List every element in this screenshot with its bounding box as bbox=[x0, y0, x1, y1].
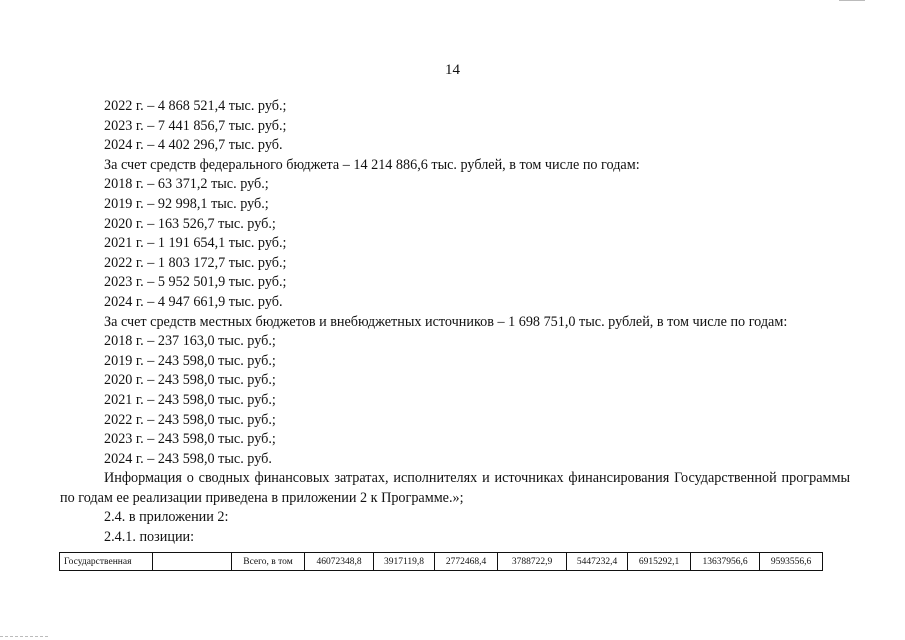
text-line: 2018 г. – 237 163,0 тыс. руб.; bbox=[104, 333, 276, 350]
text-line: 2021 г. – 1 191 654,1 тыс. руб.; bbox=[104, 235, 287, 252]
table-cell: 6915292,1 bbox=[628, 553, 691, 571]
text-line: 2018 г. – 63 371,2 тыс. руб.; bbox=[104, 176, 269, 193]
text-line: 2019 г. – 243 598,0 тыс. руб.; bbox=[104, 352, 276, 369]
text-line: За счет средств федерального бюджета – 14 214 886,6 тыс. рублей, в том числе по годам: bbox=[104, 156, 640, 173]
table-row bbox=[60, 553, 823, 571]
table-cell: Всего, в том bbox=[232, 553, 305, 571]
text-line: За счет средств местных бюджетов и внебюджетных источников – 1 698 751,0 тыс. рублей, в том числе по годам: bbox=[104, 313, 788, 330]
text-line: 2024 г. – 4 947 661,9 тыс. руб. bbox=[104, 293, 283, 310]
text-line: 2.4. в приложении 2: bbox=[104, 509, 229, 526]
table-cell: 13637956,6 bbox=[691, 553, 760, 571]
text-line: 2021 г. – 243 598,0 тыс. руб.; bbox=[104, 391, 276, 408]
table-cell bbox=[153, 553, 232, 571]
text-line: 2.4.1. позиции: bbox=[104, 529, 195, 546]
document-body bbox=[60, 97, 850, 548]
page-number: 14 bbox=[445, 62, 460, 78]
table-cell: 3917119,8 bbox=[374, 553, 435, 571]
finance-table bbox=[59, 552, 823, 571]
text-line: 2022 г. – 243 598,0 тыс. руб.; bbox=[104, 411, 276, 428]
scan-corner-mark bbox=[839, 0, 865, 1]
text-line: 2023 г. – 243 598,0 тыс. руб.; bbox=[104, 431, 276, 448]
scan-bottom-mark bbox=[0, 636, 48, 638]
table-cell: 3788722,9 bbox=[498, 553, 567, 571]
text-line: 2024 г. – 243 598,0 тыс. руб. bbox=[104, 450, 272, 467]
text-line: 2020 г. – 163 526,7 тыс. руб.; bbox=[104, 215, 276, 232]
table-cell: 9593556,6 bbox=[760, 553, 823, 571]
table-cell: Государственная bbox=[60, 553, 153, 571]
text-line: 2023 г. – 7 441 856,7 тыс. руб.; bbox=[104, 117, 287, 134]
text-line: 2022 г. – 1 803 172,7 тыс. руб.; bbox=[104, 254, 287, 271]
text-line: 2020 г. – 243 598,0 тыс. руб.; bbox=[104, 372, 276, 389]
text-line: 2023 г. – 5 952 501,9 тыс. руб.; bbox=[104, 274, 287, 291]
info-paragraph: Информация о сводных финансовых затратах, исполнителях и источниках финансирования Государственной программы по годам ее реализации приведена в приложении 2 к Программе.»; bbox=[60, 470, 850, 506]
table-cell: 46072348,8 bbox=[305, 553, 374, 571]
text-line: 2024 г. – 4 402 296,7 тыс. руб. bbox=[104, 137, 283, 154]
text-line: 2022 г. – 4 868 521,4 тыс. руб.; bbox=[104, 98, 287, 114]
table-cell: 5447232,4 bbox=[567, 553, 628, 571]
text-line: 2019 г. – 92 998,1 тыс. руб.; bbox=[104, 195, 269, 212]
finance-table-wrap bbox=[59, 552, 823, 571]
table-cell: 2772468,4 bbox=[435, 553, 498, 571]
